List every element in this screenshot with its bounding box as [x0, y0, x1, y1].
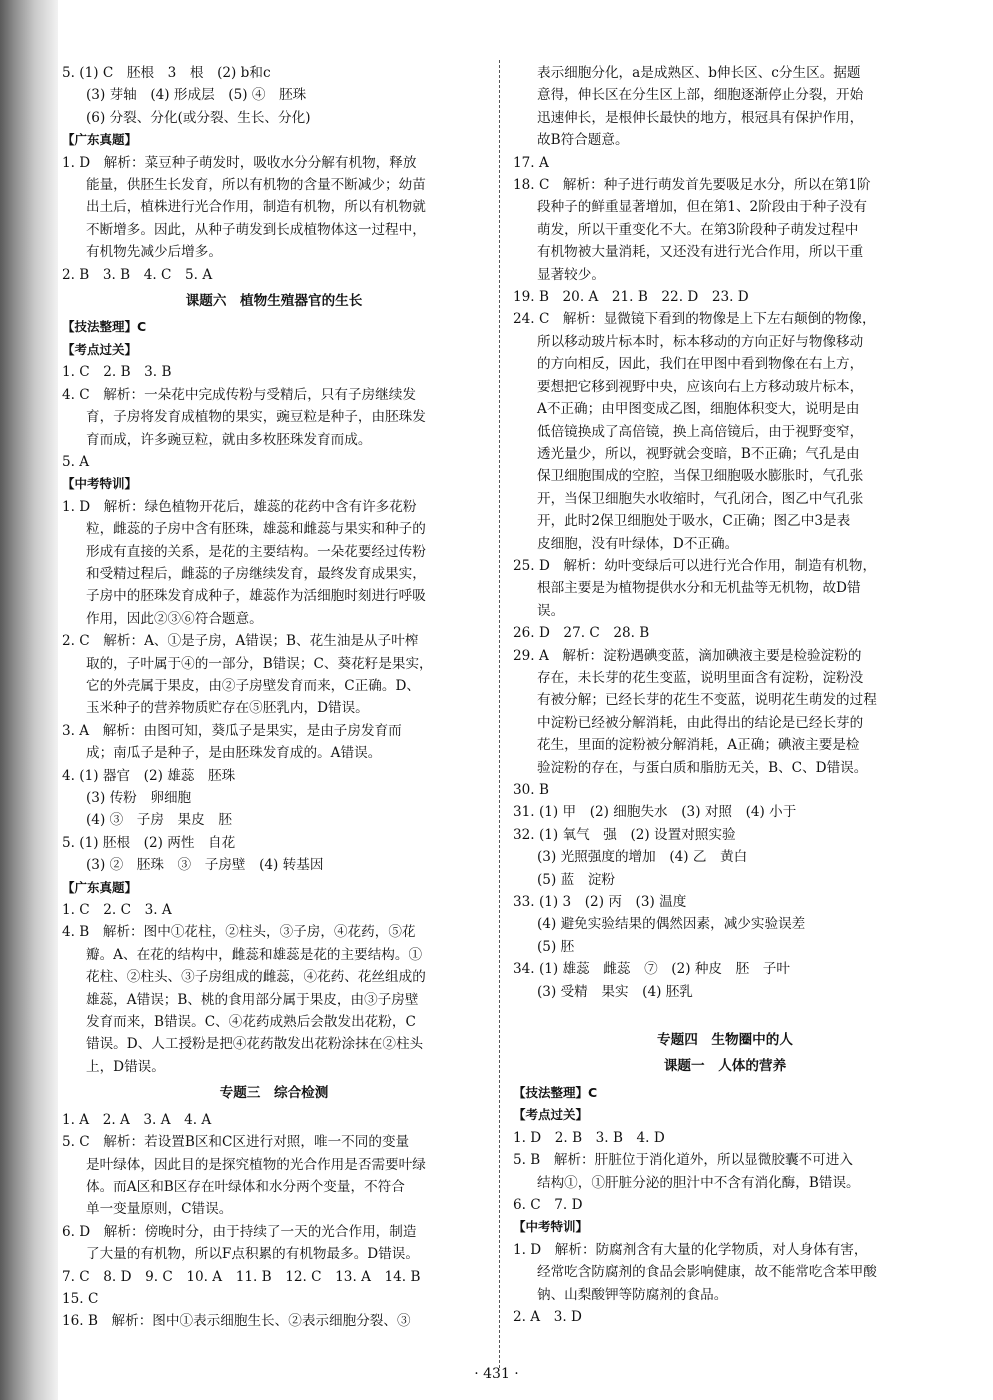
lesson-title: 专题四 生物圈中的人 [657, 1032, 793, 1049]
answer-line-continued: (6) 分裂、分化(或分裂、生长、分化) [86, 109, 311, 126]
answer-line-continued: 有被分解；已经长芽的花生不变蓝，说明花生萌发的过程 [537, 692, 877, 709]
answer-line: 6. C 7. D [513, 1196, 583, 1213]
answer-line-continued: (3) 受精 果实 (4) 胚乳 [537, 983, 693, 1000]
left-column [62, 62, 486, 1333]
section-heading: 【广东真题】 [62, 879, 138, 895]
section-heading: 【考点过关】 [513, 1107, 589, 1123]
answer-line: 31. (1) 甲 (2) 细胞失水 (3) 对照 (4) 小于 [513, 804, 797, 821]
section-heading: 【广东真题】 [62, 132, 138, 148]
answer-line-continued: 低倍镜换成了高倍镜，换上高倍镜后，由于视野变窄， [537, 423, 864, 440]
answer-line-continued: (3) 芽轴 (4) 形成层 (5) ④ 胚珠 [86, 87, 307, 104]
answer-line: 33. (1) 3 (2) 丙 (3) 温度 [513, 894, 687, 911]
section-heading: 【技法整理】C [513, 1084, 598, 1100]
answer-line-continued: (4) 避免实验结果的偶然因素，减少实验误差 [537, 916, 806, 933]
answer-line: 2. C 解析：A、①是子房，A错误；B、花生油是从子叶榨 [62, 633, 419, 650]
answer-line-continued: 误。 [537, 602, 565, 619]
answer-line-continued: 粒，雌蕊的子房中含有胚珠，雄蕊和雌蕊与果实和种子的 [86, 521, 426, 538]
answer-line-continued: 中淀粉已经被分解消耗，由此得出的结论是已经长芽的 [537, 714, 864, 731]
answer-line-continued: 不断增多。因此，从种子萌发到长成植物体这一过程中， [86, 221, 426, 238]
page-number: · 431 · [474, 1366, 519, 1382]
answer-line-continued: 雄蕊，A错误；B、桃的食用部分属于果皮，由③子房壁 [86, 991, 419, 1008]
answer-line: 25. D 解析：幼叶变绿后可以进行光合作用，制造有机物， [513, 557, 877, 574]
book-spine-shadow [0, 0, 58, 1400]
answer-line: 5. (1) 胚根 (2) 两性 自花 [62, 834, 236, 851]
answer-line-continued: A不正确；由甲图变成乙图，细胞体积变大，说明是由 [537, 401, 860, 418]
answer-line-continued: 能量，供胚生长发育，所以有机物的含量不断减少；幼苗 [86, 177, 426, 194]
answer-line-continued: (3) 传粉 卵细胞 [86, 790, 192, 806]
answer-line-continued: 透光量少，所以，视野就会变暗，B不正确；气孔是由 [537, 445, 860, 462]
answer-line: 1. D 解析：防腐剂含有大量的化学物质，对人身体有害， [513, 1241, 868, 1258]
answer-line: 2. A 3. D [513, 1308, 582, 1325]
answer-line-continued: 有机物先减少后增多。 [86, 244, 222, 261]
answer-line-continued: 意得，伸长区在分生区上部，细胞逐渐停止分裂，开始 [537, 87, 864, 104]
answer-line: 4. C 解析：一朵花中完成传粉与受精后，只有子房继续发 [62, 386, 416, 403]
answer-line-continued: 上，D错误。 [86, 1058, 165, 1075]
answer-line: 1. A 2. A 3. A 4. A [62, 1111, 212, 1128]
answer-line-continued: 有机物被大量消耗，又还没有进行光合作用，所以干重 [537, 244, 864, 261]
answer-line-continued: (5) 胚 [537, 938, 575, 955]
answer-line-continued: 根部主要是为植物提供水分和无机盐等无机物，故D错 [537, 580, 861, 597]
answer-line: 34. (1) 雄蕊 雌蕊 ⑦ (2) 种皮 胚 子叶 [513, 961, 790, 978]
answer-line-continued: 单一变量原则，C错误。 [86, 1201, 233, 1218]
answer-line-continued: 是叶绿体，因此目的是探究植物的光合作用是否需要叶绿 [86, 1156, 426, 1173]
answer-line-continued: 验淀粉的存在，与蛋白质和脂肪无关，B、C、D错误。 [537, 759, 868, 776]
column-divider [499, 60, 500, 1368]
section-heading: 【中考特训】 [513, 1219, 589, 1235]
answer-line: 3. A 解析：由图可知，葵瓜子是果实，是由子房发育而 [62, 722, 402, 739]
answer-line: 30. B [513, 782, 549, 798]
answer-line-continued: 的方向相反，因此，我们在甲图中看到物像在右上方， [537, 356, 864, 373]
answer-line-continued: 故B符合题意。 [537, 132, 629, 149]
section-heading: 【考点过关】 [62, 341, 138, 357]
answer-line-continued: 要想把它移到视野中央，应该向右上方移动玻片标本， [537, 378, 864, 395]
answer-line-continued: 迅速伸长，是根伸长最快的地方，根冠具有保护作用， [537, 109, 864, 126]
answer-line: 4. B 解析：图中①花柱，②柱头，③子房，④花药，⑤花 [62, 924, 416, 941]
answer-line-continued: 开，当保卫细胞失水收缩时，气孔闭合，图乙中气孔张 [537, 490, 864, 507]
answer-line: 1. C 2. C 3. A [62, 902, 172, 919]
answer-line-continued: (4) ③ 子房 果皮 胚 [86, 812, 232, 829]
answer-line: 15. C [62, 1290, 99, 1307]
answer-line-continued: 育，子房将发育成植物的果实，豌豆粒是种子，由胚珠发 [86, 409, 426, 426]
answer-line-continued: 经常吃含防腐剂的食品会影响健康，故不能常吃含苯甲酸 [537, 1264, 877, 1281]
answer-line-continued: (3) ② 胚珠 ③ 子房壁 (4) 转基因 [86, 857, 324, 874]
answer-line: 2. B 3. B 4. C 5. A [62, 266, 213, 283]
answer-line: 18. C 解析：种子进行萌发首先要吸足水分，所以在第1阶 [513, 177, 871, 194]
answer-line: 5. C 解析：若设置B区和C区进行对照，唯一不同的变量 [62, 1134, 410, 1151]
answer-line: 1. D 2. B 3. B 4. D [513, 1129, 665, 1146]
answer-line: 26. D 27. C 28. B [513, 625, 650, 642]
answer-line-continued: 所以移动玻片标本时，标本移动的方向正好与物像移动 [537, 333, 864, 350]
answer-line-continued: 段种子的鲜重显著增加，但在第1、2阶段由于种子没有 [537, 199, 867, 216]
right-column [513, 62, 937, 1328]
blank-line [513, 1003, 937, 1025]
answer-line-continued: 表示细胞分化，a是成熟区、b伸长区、c分生区。据题 [537, 65, 861, 81]
answer-line-continued: 作用，因此②③⑥符合题意。 [86, 610, 263, 627]
answer-line-continued: 了大量的有机物，所以F点积累的有机物最多。D错误。 [86, 1246, 419, 1263]
answer-line: 7. C 8. D 9. C 10. A 11. B 12. C 13. A 14. B [62, 1268, 421, 1285]
answer-line: 17. A [513, 154, 549, 171]
answer-line: 24. C 解析：显微镜下看到的物像是上下左右颠倒的物像， [513, 311, 876, 328]
answer-line-continued: 皮细胞，没有叶绿体，D不正确。 [537, 535, 739, 552]
answer-line-continued: 存在，未长芽的花生变蓝，说明里面含有淀粉，淀粉没 [537, 669, 864, 686]
answer-line-continued: 保卫细胞围成的空腔，当保卫细胞吸水膨胀时，气孔张 [537, 468, 864, 485]
answer-line-continued: 显著较少。 [537, 266, 605, 283]
lesson-title: 课题一 人体的营养 [663, 1058, 787, 1075]
answer-line-continued: 结构①，①肝脏分泌的胆汁中不含有消化酶，B错误。 [537, 1174, 860, 1191]
answer-line: 4. (1) 器官 (2) 雄蕊 胚珠 [62, 767, 236, 784]
answer-line: 5. B 解析：肝脏位于消化道外，所以显微胶囊不可进入 [513, 1152, 853, 1169]
answer-line: 29. A 解析：淀粉遇碘变蓝，滴加碘液主要是检验淀粉的 [513, 647, 862, 664]
answer-line-continued: 玉米种子的营养物质贮存在⑤胚乳内，D错误。 [86, 700, 369, 717]
answer-line-continued: 育而成，许多豌豆粒，就由多枚胚珠发育而成。 [86, 431, 372, 448]
answer-line-continued: (5) 蓝 淀粉 [537, 871, 615, 888]
answer-line-continued: 钠、山梨酸钾等防腐剂的食品。 [537, 1286, 728, 1303]
answer-line-continued: 瓣。A、在花的结构中，雌蕊和雄蕊是花的主要结构。① [86, 946, 423, 963]
answer-line-continued: 萌发，所以干重变化不大。在第3阶段种子萌发过程中 [537, 221, 859, 238]
answer-line: 1. D 解析：菜豆种子萌发时，吸收水分分解有机物，释放 [62, 154, 417, 171]
answer-line-continued: 成；南瓜子是种子，是由胚珠发育成的。A错误。 [86, 745, 382, 762]
answer-line-continued: (3) 光照强度的增加 (4) 乙 黄白 [537, 849, 748, 866]
answer-line-continued: 错误。D、人工授粉是把④花药散发出花粉涂抹在②柱头 [86, 1036, 424, 1053]
answer-line-continued: 形成有直接的关系，是花的主要结构。一朵花要经过传粉 [86, 543, 426, 560]
answer-line-continued: 出土后，植株进行光合作用，制造有机物，所以有机物就 [86, 199, 426, 216]
answer-line: 1. D 解析：绿色植物开花后，雄蕊的花药中含有许多花粉 [62, 498, 417, 515]
answer-line: 16. B 解析：图中①表示细胞生长、②表示细胞分裂、③ [62, 1313, 411, 1330]
answer-line-continued: 和受精过程后，雌蕊的子房继续发育，最终发育成果实， [86, 565, 426, 582]
answer-line: 5. (1) C 胚根 3 根 (2) b和c [62, 65, 271, 81]
answer-line: 1. C 2. B 3. B [62, 364, 172, 381]
section-heading: 【中考特训】 [62, 476, 138, 492]
lesson-title: 课题六 植物生殖器官的生长 [185, 293, 363, 310]
answer-line: 6. D 解析：傍晚时分，由于持续了一天的光合作用，制造 [62, 1223, 417, 1240]
answer-line-continued: 开，此时2保卫细胞处于吸水，C正确；图乙中3是表 [537, 513, 851, 530]
answer-line-continued: 体。而A区和B区存在叶绿体和水分两个变量，不符合 [86, 1178, 405, 1195]
lesson-title: 专题三 综合检测 [219, 1085, 329, 1102]
answer-line: 19. B 20. A 21. B 22. D 23. D [513, 289, 749, 306]
answer-line: 5. A [62, 453, 90, 470]
answer-line-continued: 花柱、②柱头、③子房组成的雌蕊，④花药、花丝组成的 [86, 969, 426, 986]
answer-line-continued: 取的，子叶属于④的一部分，B错误；C、葵花籽是果实， [86, 655, 433, 672]
answer-line-continued: 发育而来，B错误。C、④花药成熟后会散发出花粉，C [86, 1014, 416, 1031]
answer-line-continued: 花生，里面的淀粉被分解消耗，A正确；碘液主要是检 [537, 737, 860, 754]
answer-line-continued: 它的外壳属于果皮，由②子房壁发育而来，C正确。D、 [86, 677, 420, 694]
answer-line-continued: 子房中的胚珠发育成种子，雄蕊作为活细胞时刻进行呼吸 [86, 588, 426, 605]
section-heading: 【技法整理】C [62, 319, 147, 335]
answer-line: 32. (1) 氧气 强 (2) 设置对照实验 [513, 826, 736, 843]
